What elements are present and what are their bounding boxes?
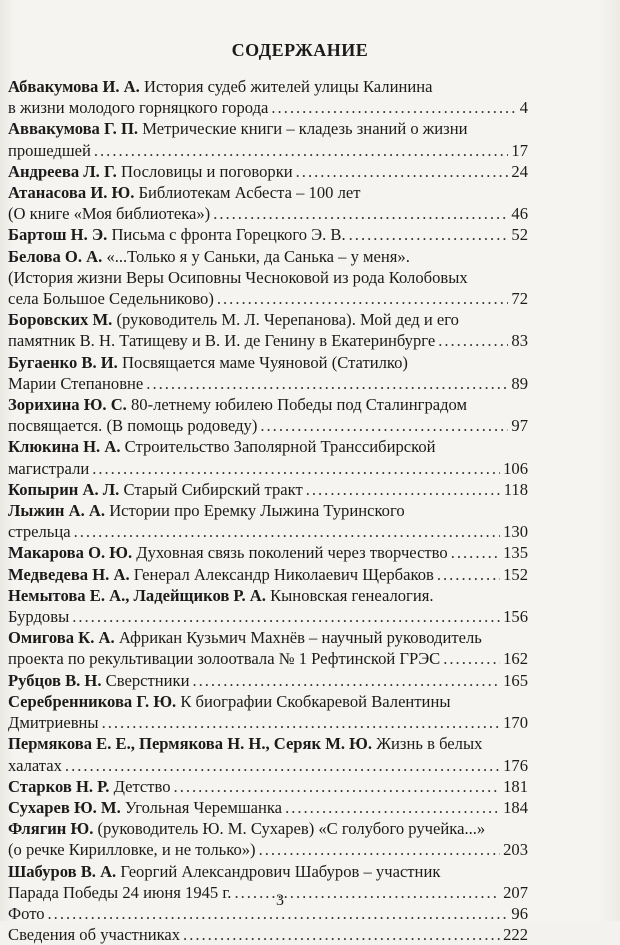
toc-line [8,224,528,245]
toc-entry [8,818,528,860]
entry-text [8,76,432,97]
entry-text [8,585,434,606]
leader-dots [271,97,516,118]
toc-line [8,246,528,267]
leader-dots [192,670,500,691]
entry-text [8,246,410,267]
entry-text [8,118,467,139]
entry-title: села Большое Седельниково) [8,289,214,309]
entry-title: Детство [113,776,171,796]
entry-title: (руководитель М. Л. Черепанова). Мой дед и его [116,310,459,330]
entry-title: Африкан Кузьмич Махнёв – научный руководитель [118,628,482,648]
toc-entry [8,118,528,160]
toc-line [8,118,528,139]
toc-line [8,797,528,818]
leader-dots [146,373,508,394]
toc-line [8,733,528,754]
entry-author: Боровских М. [8,310,113,330]
toc-line [8,140,528,161]
entry-author: Лыжин А. А. [8,501,106,521]
entry-title: Строительство Заполярной Транссибирской [124,437,436,457]
toc-line [8,161,528,182]
toc-line [8,755,528,776]
entry-author: Немытова Е. А., Ладейщиков Р. А. [8,585,266,605]
entry-author: Шабуров В. А. [8,861,117,881]
leader-dots [259,839,501,860]
entry-author: Атанасова И. Ю. [8,183,135,203]
toc-entry [8,733,528,775]
entry-text [8,288,214,309]
entry-author: Омигова К. А. [8,628,115,648]
entry-title: Метрические книги – кладезь знаний о жизни [142,119,468,139]
entry-text [8,203,210,224]
entry-author: Рубцов В. Н. [8,670,102,690]
toc-line [8,373,528,394]
entry-title: в жизни молодого горняцкого города [8,98,269,118]
entry-text [8,797,282,818]
leader-dots [451,542,500,563]
entry-title: Бурдовы [8,607,70,627]
leader-dots [92,458,500,479]
entry-text [8,224,346,245]
entry-page-number: 176 [503,755,528,775]
entry-title: Библиотекам Асбеста – 100 лет [138,183,361,203]
entry-title: памятник В. Н. Татищеву и В. И. де Генину в Екатеринбурге [8,331,436,351]
entry-title: Пословицы и поговорки [120,161,293,181]
toc-line [8,585,528,606]
entry-text [8,648,440,669]
page-number: 3 [276,892,284,909]
entry-text [8,330,435,351]
toc-line [8,436,528,457]
leader-dots [102,712,501,733]
entry-page-number: 17 [511,140,528,160]
entry-text [8,161,293,182]
entry-page-number: 83 [511,331,528,351]
entry-title: (руководитель Ю. М. Сухарев) «С голубого ручейка...» [97,819,486,839]
entry-text [8,712,99,733]
toc-entry [8,776,528,797]
toc-entry [8,352,528,394]
entry-author: Бугаенко В. И. [8,352,118,372]
contents-heading: СОДЕРЖАНИЕ [231,40,369,60]
toc-entry [8,224,528,245]
table-of-contents [8,76,528,945]
leader-dots [443,648,500,669]
entry-author: Клюкина Н. А. [8,437,121,457]
leader-dots [65,755,500,776]
entry-title: халатах [8,755,62,775]
toc-line [8,309,528,330]
entry-title: «...Только я у Саньки, да Санька – у меня». [106,246,410,266]
toc-entry [8,436,528,478]
entry-author: Макарова О. Ю. [8,543,133,563]
entry-title: Письма с фронта Горецкого Э. В. [111,225,346,245]
leader-dots [174,776,501,797]
entry-author: Белова О. А. [8,246,103,266]
entry-title: посвящается. (В помощь родоведу) [8,416,258,436]
toc-line [8,458,528,479]
entry-text [8,436,436,457]
entry-title: Фото [8,903,45,923]
entry-title: Марии Степановне [8,373,144,393]
entry-text [8,373,143,394]
toc-line [8,479,528,500]
entry-page-number: 203 [503,840,528,860]
entry-author: Медведева Н. А. [8,564,130,584]
entry-title: Парада Победы 24 июня 1945 г. [8,882,232,902]
entry-text [8,839,256,860]
entry-page-number: 162 [503,649,528,669]
toc-line [8,670,528,691]
toc-line [8,606,528,627]
leader-dots [438,330,508,351]
toc-entry [8,797,528,818]
entry-page-number: 152 [503,564,528,584]
toc-line [8,394,528,415]
entry-page-number: 96 [511,903,528,923]
entry-author: Андреева Л. Г. [8,161,117,181]
entry-title: магистрали [8,458,90,478]
entry-title: Угольная Черемшанка [124,797,283,817]
toc-line [8,818,528,839]
entry-title: (о речке Кирилловке, и не только») [8,840,256,860]
entry-text [8,861,440,882]
entry-text [8,691,450,712]
entry-text [8,521,71,542]
entry-title: Кыновская генеалогия. [270,585,434,605]
leader-dots [183,924,500,945]
leader-dots [213,203,508,224]
toc-line [8,500,528,521]
toc-line [8,839,528,860]
toc-line [8,712,528,733]
entry-title: (История жизни Веры Осиповны Чесноковой из рода Колобовых [8,267,468,287]
entry-title: стрельца [8,522,71,542]
entry-title: Генерал Александр Николаевич Щербаков [133,564,434,584]
leader-dots [349,224,509,245]
entry-text [8,733,482,754]
entry-text [8,542,448,563]
toc-entry [8,500,528,542]
toc-entry [8,394,528,436]
toc-line [8,691,528,712]
toc-line [8,352,528,373]
toc-line [8,648,528,669]
leader-dots [437,564,500,585]
entry-text [8,415,257,436]
leader-dots [94,140,509,161]
toc-entry [8,479,528,500]
leader-dots [74,521,501,542]
toc-entry [8,585,528,627]
entry-text [8,924,180,945]
entry-text [8,182,361,203]
entry-text [8,97,268,118]
entry-title: проекта по рекультивации золоотвала № 1 Рефтинской ГРЭС [8,649,441,669]
entry-title: Духовная связь поколений через творчество [136,543,448,563]
leader-dots [72,606,500,627]
entry-text [8,627,482,648]
entry-page-number: 170 [503,713,528,733]
entry-page-number: 130 [503,522,528,542]
toc-line [8,76,528,97]
entry-title: История судеб жителей улицы Калинина [143,77,433,96]
entry-page-number: 222 [503,925,528,945]
toc-line [8,415,528,436]
entry-title: Сверстники [105,670,190,690]
toc-line [8,776,528,797]
toc-entry [8,246,528,310]
toc-line [8,861,528,882]
entry-page-number: 207 [503,882,528,902]
entry-page-number: 52 [511,225,528,245]
entry-text [8,140,91,161]
leader-dots [260,415,508,436]
entry-author: Зорихина Ю. С. [8,395,127,415]
toc-line [8,203,528,224]
toc-line [8,267,528,288]
entry-title: 80-летнему юбилею Победы под Сталинградом [130,395,468,415]
entry-text [8,309,459,330]
entry-text [8,670,189,691]
toc-line [8,924,528,945]
entry-text [8,776,171,797]
entry-page-number: 165 [503,670,528,690]
toc-entry [8,182,528,224]
entry-text [8,479,303,500]
toc-line [8,288,528,309]
toc-entry [8,670,528,691]
toc-entry [8,542,528,563]
entry-title: Сведения об участниках [8,925,181,945]
entry-text [8,352,408,373]
entry-text [8,458,89,479]
entry-page-number: 106 [503,458,528,478]
entry-text [8,755,62,776]
entry-author: Копырин А. Л. [8,479,120,499]
toc-line [8,542,528,563]
toc-line [8,330,528,351]
entry-page-number: 46 [511,204,528,224]
toc-entry [8,627,528,669]
toc-entry [8,564,528,585]
entry-page-number: 24 [511,161,528,181]
entry-title: прошедшей [8,140,91,160]
entry-author: Пермякова Е. Е., Пермякова Н. Н., Серяк М. Ю. [8,734,373,754]
toc-entry [8,309,528,351]
leader-dots [296,161,509,182]
toc-line [8,182,528,203]
entry-author: Старков Н. Р. [8,776,110,796]
entry-title: Жизнь в белых [376,734,483,754]
entry-title: Истории про Еремку Лыжина Туринского [109,501,405,521]
entry-text [8,267,468,288]
leader-dots [285,797,500,818]
entry-page-number: 184 [503,797,528,817]
toc-line [8,564,528,585]
entry-author: Флягин Ю. [8,819,94,839]
entry-page-number: 89 [511,373,528,393]
entry-title: (О книге «Моя библиотека») [8,204,211,224]
entry-page-number: 135 [503,543,528,563]
leader-dots [306,479,501,500]
entry-title: Георгий Александрович Шабуров – участник [120,861,441,881]
entry-title: К биографии Скобкаревой Валентины [180,691,451,711]
toc-entry [8,924,528,945]
entry-text [8,500,405,521]
entry-author: Серебренникова Г. Ю. [8,691,177,711]
entry-author: Бартош Н. Э. [8,225,108,245]
toc-line [8,627,528,648]
entry-page-number: 156 [503,607,528,627]
toc-line [8,521,528,542]
entry-text [8,606,69,627]
toc-entry [8,76,528,118]
entry-text [8,394,467,415]
entry-page-number: 181 [503,776,528,796]
entry-text [8,818,485,839]
entry-author: Абвакумова И. А. [8,77,140,96]
entry-title: Старый Сибирский тракт [123,479,303,499]
entry-title: Дмитриевны [8,713,99,733]
toc-entry [8,691,528,733]
toc-entry [8,161,528,182]
entry-page-number: 72 [511,289,528,309]
entry-title: Посвящается маме Чуяновой (Статилко) [121,352,408,372]
toc-line [8,97,528,118]
entry-text [8,564,434,585]
entry-page-number: 118 [503,479,528,499]
entry-author: Сухарев Ю. М. [8,797,121,817]
entry-page-number: 4 [519,98,528,118]
leader-dots [217,288,509,309]
entry-author: Аввакумова Г. П. [8,119,139,139]
entry-page-number: 97 [511,416,528,436]
